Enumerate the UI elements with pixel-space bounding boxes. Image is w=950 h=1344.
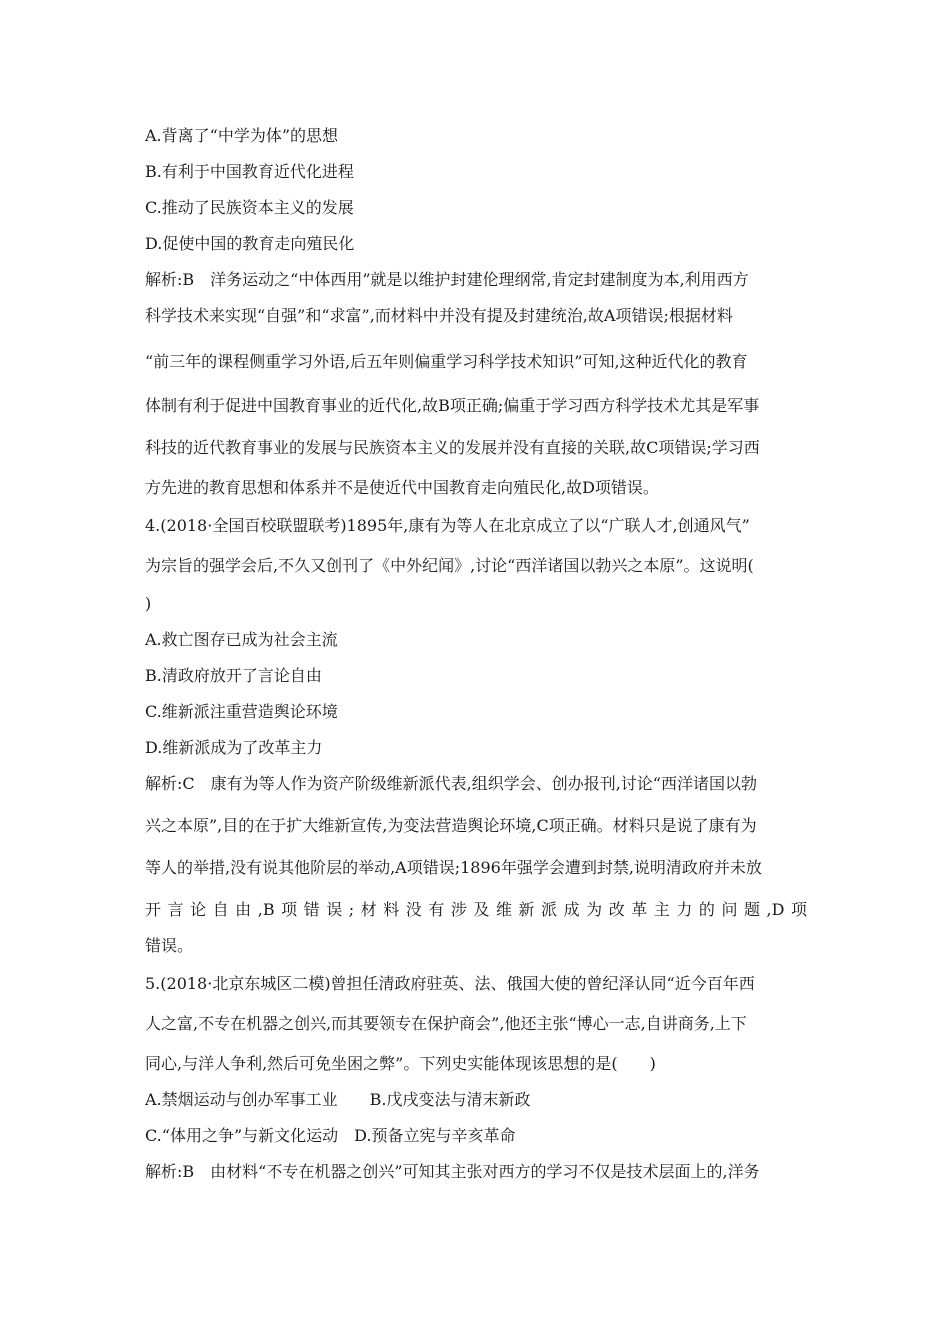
analysis-line: 解析:B 由材料“不专在机器之创兴”可知其主张对西方的学习不仅是技术层面上的,洋务 (145, 1162, 760, 1181)
question-line: ) (145, 594, 152, 613)
analysis-line: 科技的近代教育事业的发展与民族资本主义的发展并没有直接的关联,故C项错误;学习西 (145, 438, 760, 457)
question-line: 为宗旨的强学会后,不久又创刊了《中外纪闻》,讨论“西洋诸国以勃兴之本原”。这说明( (145, 556, 754, 575)
question-line: 同心,与洋人争利,然后可免坐困之弊”。下列史实能体现该思想的是( ) (145, 1054, 656, 1073)
analysis-line: 方先进的教育思想和体系并不是使近代中国教育走向殖民化,故D项错误。 (145, 478, 659, 497)
question-line: 5.(2018·北京东城区二模)曾担任清政府驻英、法、俄国大使的曾纪泽认同“近今百年西 (145, 974, 755, 993)
option-d: D.维新派成为了改革主力 (145, 738, 323, 757)
analysis-line: 兴之本原”,目的在于扩大维新宣传,为变法营造舆论环境,C项正确。材料只是说了康有为 (145, 816, 757, 835)
question-line: 人之富,不专在机器之创兴,而其要领专在保护商会”,他还主张“博心一志,自讲商务,上下 (145, 1014, 747, 1033)
option-pair: A.禁烟运动与创办军事工业 B.戊戌变法与清末新政 (145, 1090, 531, 1109)
analysis-line: 等人的举措,没有说其他阶层的举动,A项错误;1896年强学会遭到封禁,说明清政府并未放 (145, 858, 762, 877)
analysis-line: 体制有利于促进中国教育事业的近代化,故B项正确;偏重于学习西方科学技术尤其是军事 (145, 396, 760, 415)
analysis-line: “前三年的课程侧重学习外语,后五年则偏重学习科学技术知识”可知,这种近代化的教育 (145, 352, 748, 371)
option-c: C.推动了民族资本主义的发展 (145, 198, 354, 217)
analysis-line: 科学技术来实现“自强”和“求富”,而材料中并没有提及封建统治,故A项错误;根据材料 (145, 306, 733, 325)
option-c: C.维新派注重营造舆论环境 (145, 702, 338, 721)
analysis-line: 解析:B 洋务运动之“中体西用”就是以维护封建伦理纲常,肯定封建制度为本,利用西方 (145, 270, 749, 289)
option-pair: C.“体用之争”与新文化运动 D.预备立宪与辛亥革命 (145, 1126, 516, 1145)
option-b: B.有利于中国教育近代化进程 (145, 162, 354, 181)
option-a: A.背离了“中学为体”的思想 (145, 126, 339, 145)
option-d: D.促使中国的教育走向殖民化 (145, 234, 355, 253)
analysis-line: 开言论自由,B项错误;材料没有涉及维新派成为改革主力的问题,D项 (145, 900, 807, 919)
question-line: 4.(2018·全国百校联盟联考)1895年,康有为等人在北京成立了以“广联人才,创通风气” (145, 516, 750, 535)
analysis-line: 解析:C 康有为等人作为资产阶级维新派代表,组织学会、创办报刊,讨论“西洋诸国以勃 (145, 774, 757, 793)
option-a: A.救亡图存已成为社会主流 (145, 630, 338, 649)
option-b: B.清政府放开了言论自由 (145, 666, 322, 685)
analysis-line: 错误。 (145, 936, 194, 955)
